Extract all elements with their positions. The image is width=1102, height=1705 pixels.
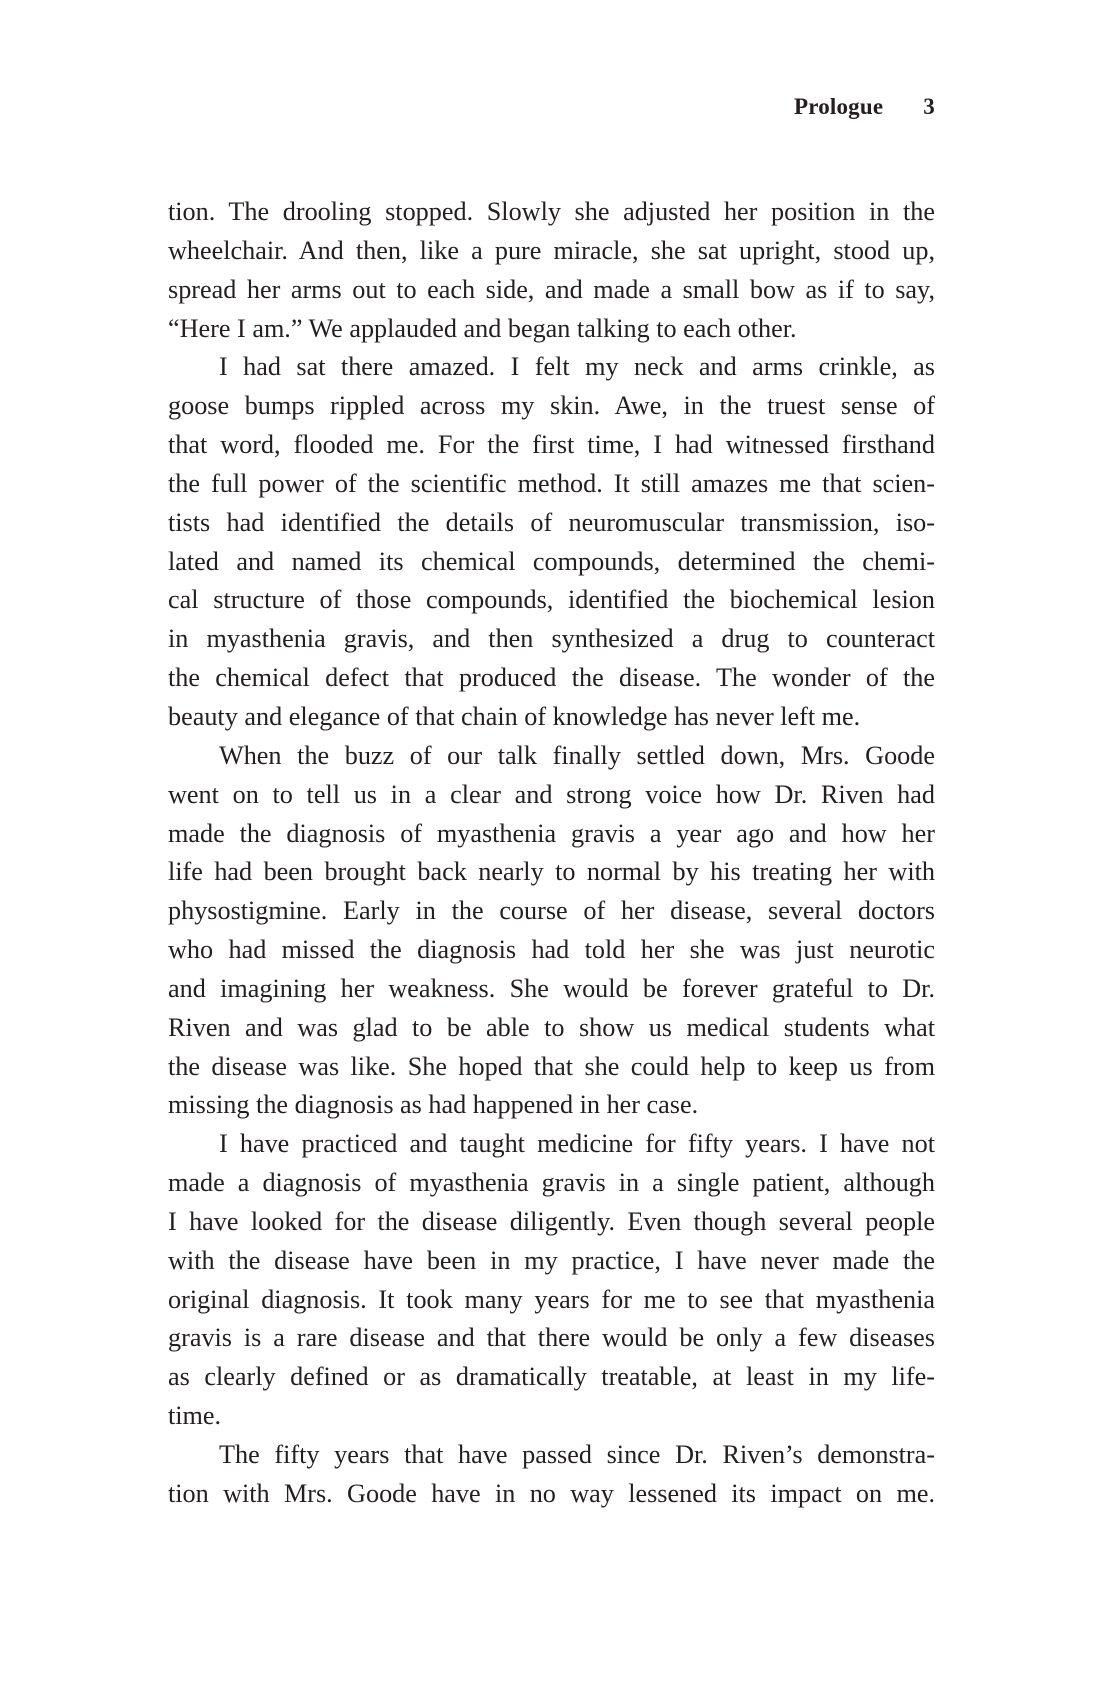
running-head bbox=[168, 94, 935, 128]
text-line: I have practiced and taught medicine for fifty years. I have not bbox=[219, 1129, 935, 1159]
text-line: that word, flooded me. For the first time, I had witnessed firsthand bbox=[168, 430, 935, 460]
paragraph bbox=[168, 193, 935, 348]
text-line: tion. The drooling stopped. Slowly she adjusted her position in the bbox=[168, 197, 935, 226]
text-line: beauty and elegance of that chain of knowledge has never left me. bbox=[168, 701, 861, 731]
text-line: the full power of the scientific method. It still amazes me that scien- bbox=[168, 468, 935, 498]
text-line: spread her arms out to each side, and made a small bow as if to say, bbox=[168, 274, 935, 304]
text-line: tion with Mrs. Goode have in no way lessened its impact on me. bbox=[168, 1478, 935, 1508]
text-line: The fifty years that have passed since Dr. Riven’s demonstra- bbox=[219, 1440, 935, 1469]
paragraph bbox=[168, 348, 935, 736]
text-line: with the disease have been in my practice, I have never made the bbox=[168, 1245, 935, 1275]
text-line: lated and named its chemical compounds, determined the chemi- bbox=[168, 546, 935, 576]
text-line: physostigmine. Early in the course of her disease, several doctors bbox=[168, 896, 935, 926]
paragraph bbox=[168, 1125, 935, 1436]
text-line: wheelchair. And then, like a pure miracle, she sat upright, stood up, bbox=[168, 235, 935, 265]
page-number: 3 bbox=[923, 94, 935, 119]
text-line: in myasthenia gravis, and then synthesized a drug to counteract bbox=[168, 624, 935, 654]
paragraph bbox=[168, 1436, 935, 1514]
text-line: the chemical defect that produced the disease. The wonder of the bbox=[168, 663, 935, 693]
text-line: original diagnosis. It took many years for me to see that myasthenia bbox=[168, 1284, 935, 1314]
text-line: “Here I am.” We applauded and began talking to each other. bbox=[168, 313, 797, 343]
body-text bbox=[168, 193, 935, 1514]
text-line: and imagining her weakness. She would be forever grateful to Dr. bbox=[168, 973, 935, 1003]
text-line: as clearly defined or as dramatically treatable, at least in my life- bbox=[168, 1362, 935, 1392]
text-line: I had sat there amazed. I felt my neck and arms crinkle, as bbox=[219, 352, 935, 382]
text-line: time. bbox=[168, 1401, 222, 1431]
chapter-title: Prologue bbox=[793, 94, 884, 119]
text-line: missing the diagnosis as had happened in her case. bbox=[168, 1090, 699, 1120]
text-line: Riven and was glad to be able to show us medical students what bbox=[168, 1012, 935, 1042]
text-line: made a diagnosis of myasthenia gravis in a single patient, although bbox=[168, 1168, 935, 1198]
paragraph bbox=[168, 737, 935, 1125]
text-line: life had been brought back nearly to normal by his treating her with bbox=[168, 857, 935, 887]
text-line: went on to tell us in a clear and strong voice how Dr. Riven had bbox=[168, 779, 935, 809]
text-line: who had missed the diagnosis had told her she was just neurotic bbox=[168, 935, 935, 965]
text-line: gravis is a rare disease and that there would be only a few diseases bbox=[168, 1323, 935, 1353]
text-line: made the diagnosis of myasthenia gravis a year ago and how her bbox=[168, 818, 935, 848]
text-line: cal structure of those compounds, identified the biochemical lesion bbox=[168, 585, 935, 615]
text-line: goose bumps rippled across my skin. Awe, in the truest sense of bbox=[168, 391, 935, 421]
text-line: When the buzz of our talk finally settled down, Mrs. Goode bbox=[219, 740, 935, 770]
text-line: I have looked for the disease diligently. Even though several people bbox=[168, 1206, 935, 1236]
text-line: the disease was like. She hoped that she could help to keep us from bbox=[168, 1051, 935, 1081]
text-line: tists had identified the details of neuromuscular transmission, iso- bbox=[168, 507, 935, 537]
